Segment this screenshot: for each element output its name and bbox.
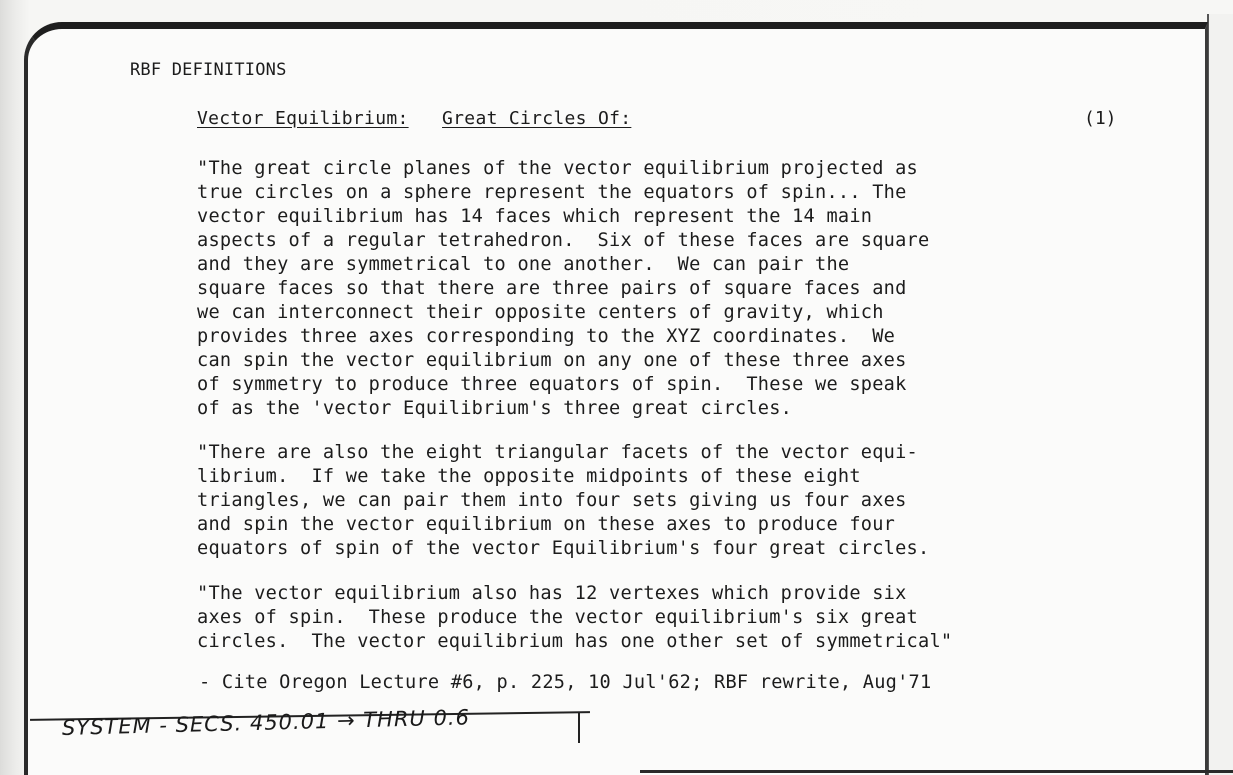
card-bottom-rule [640,770,1233,773]
adjacent-card-edge [1207,14,1233,775]
definition-paragraph-2: "There are also the eight triangular facets of the vector equi- librium. If we take the opposite midpoints of these eight triangles, we can pair them into four sets giving us four axes and spin the vector equilibrium on these axes to produce four equators of spin of the vector Equilibrium's four great circles. [197,442,930,559]
handwritten-bracket [574,713,580,743]
definition-paragraph-3: "The vector equilibrium also has 12 vertexes which provide six axes of spin. These produce the vector equilibrium's six great circles. The vector equilibrium has one other set of symmetrical" [197,583,953,652]
entry-number: (1) [1084,108,1117,129]
citation: - Cite Oregon Lecture #6, p. 225, 10 Jul'62; RBF rewrite, Aug'71 [199,672,932,693]
handwritten-note: SYSTEM - SECS. 450.01 → THRU 0.6 [61,705,471,740]
entry-title [197,108,631,129]
definition-paragraph-1: "The great circle planes of the vector equilibrium projected as true circles on a sphere represent the equators of spin... The vector equilibrium has 14 faces which represent the 14 main aspects of a regular tetrahedron. Six of these faces are square and they are symmetrical to one another. We can pair the square faces so that there are three pairs of square faces and we can interconnect their opposite centers of gravity, which provides three axes corresponding to the XYZ coordinates. We can spin the vector equilibrium on any one of these three axes of symmetry to produce three equators of spin. These we speak of as the 'vector Equilibrium's three great circles. [197,158,930,419]
entry-term: Vector Equilibrium: [197,108,409,129]
entry-subterm: Great Circles Of: [442,108,632,129]
card-header: RBF DEFINITIONS [130,60,287,80]
